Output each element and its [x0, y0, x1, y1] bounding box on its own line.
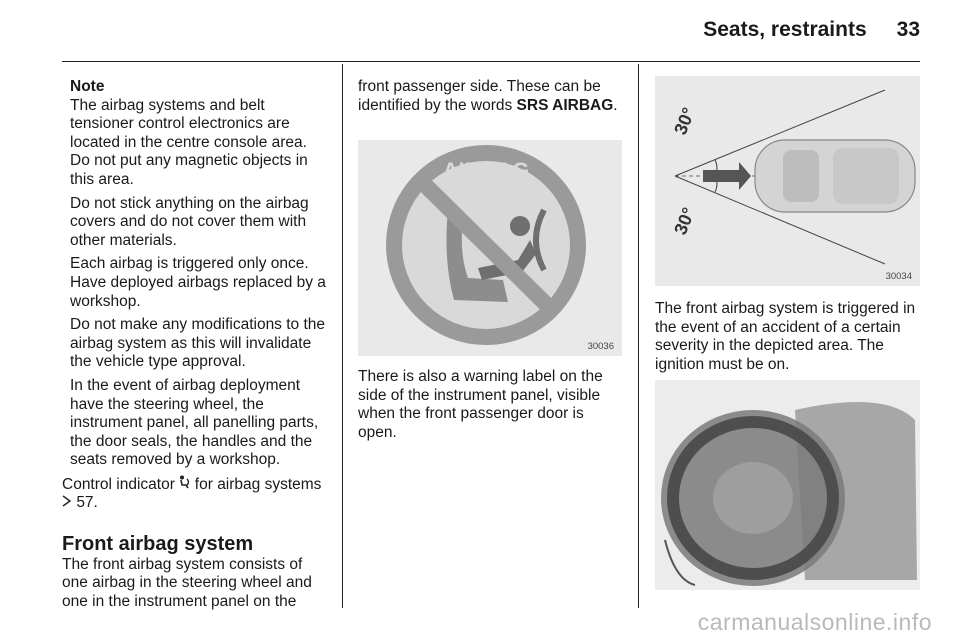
airbag-indicator-icon — [179, 477, 195, 492]
airbag-deployment-figure — [655, 380, 920, 590]
page-reference[interactable]: 57. — [76, 494, 98, 512]
watermark: carmanualsonline.info — [697, 609, 932, 635]
note-paragraph: Do not stick anything on the airbag covers and do not cover them with other materials. — [70, 194, 309, 249]
angle-bottom-label: 30° — [670, 204, 699, 238]
column3-paragraph: The front airbag system is triggered in the event of an accident of a certain severity in the depicted area. The ignition must be on. — [655, 300, 916, 373]
column-divider-2 — [638, 64, 639, 608]
note-paragraph: Do not make any modifications to the airbag system as this will invalidate the vehicle type approval. — [70, 316, 326, 371]
header-rule — [62, 61, 920, 62]
note-paragraph: The airbag systems and belt tensioner control electronics are located in the centre console area. Do not put any magnetic objects in this area. — [70, 96, 308, 188]
note-paragraph: Each airbag is triggered only once. Have deployed airbags replaced by a workshop. — [70, 255, 326, 310]
srs-airbag-label: SRS AIRBAG — [516, 96, 614, 114]
page-number: 33 — [896, 18, 920, 41]
impact-arrow-icon — [703, 162, 751, 190]
column2-intro: front passenger side. These can be identified by the words SRS AIRBAG. — [358, 78, 618, 114]
note-paragraph: In the event of airbag deployment have the steering wheel, the instrument panel, all panelling parts, the door seals, the handles and the seats removed by a workshop. — [70, 376, 319, 469]
column2-paragraph: There is also a warning label on the side of the instrument panel, visible when the front passenger door is open. — [358, 368, 603, 441]
section-text: The front airbag system consists of one airbag in the steering wheel and one in the instrument panel on the — [62, 555, 312, 610]
page-header — [703, 18, 920, 42]
note-title: Note — [70, 78, 105, 95]
angle-top-label: 30° — [670, 104, 699, 138]
figure-number: 30036 — [587, 341, 614, 352]
column-3 — [655, 300, 923, 374]
trigger-area-figure — [655, 76, 920, 286]
column-2 — [358, 78, 620, 115]
column-1 — [62, 78, 327, 611]
control-indicator-text: Control indicator for airbag systems 57. — [62, 475, 322, 512]
airbag-warning-figure — [358, 140, 622, 356]
note-block — [62, 78, 327, 470]
deployed-airbag-icon — [655, 380, 920, 590]
airbag-prohibition-icon — [358, 140, 622, 356]
column-divider-1 — [342, 64, 343, 608]
section-title: Front airbag system — [62, 533, 254, 556]
column-2-lower — [358, 368, 620, 442]
figure-number: 30034 — [885, 271, 912, 282]
page-title: Seats, restraints — [703, 18, 867, 41]
figure-airbag-text: AIRBAG — [442, 158, 530, 183]
page-reference-arrow-icon — [62, 494, 76, 511]
